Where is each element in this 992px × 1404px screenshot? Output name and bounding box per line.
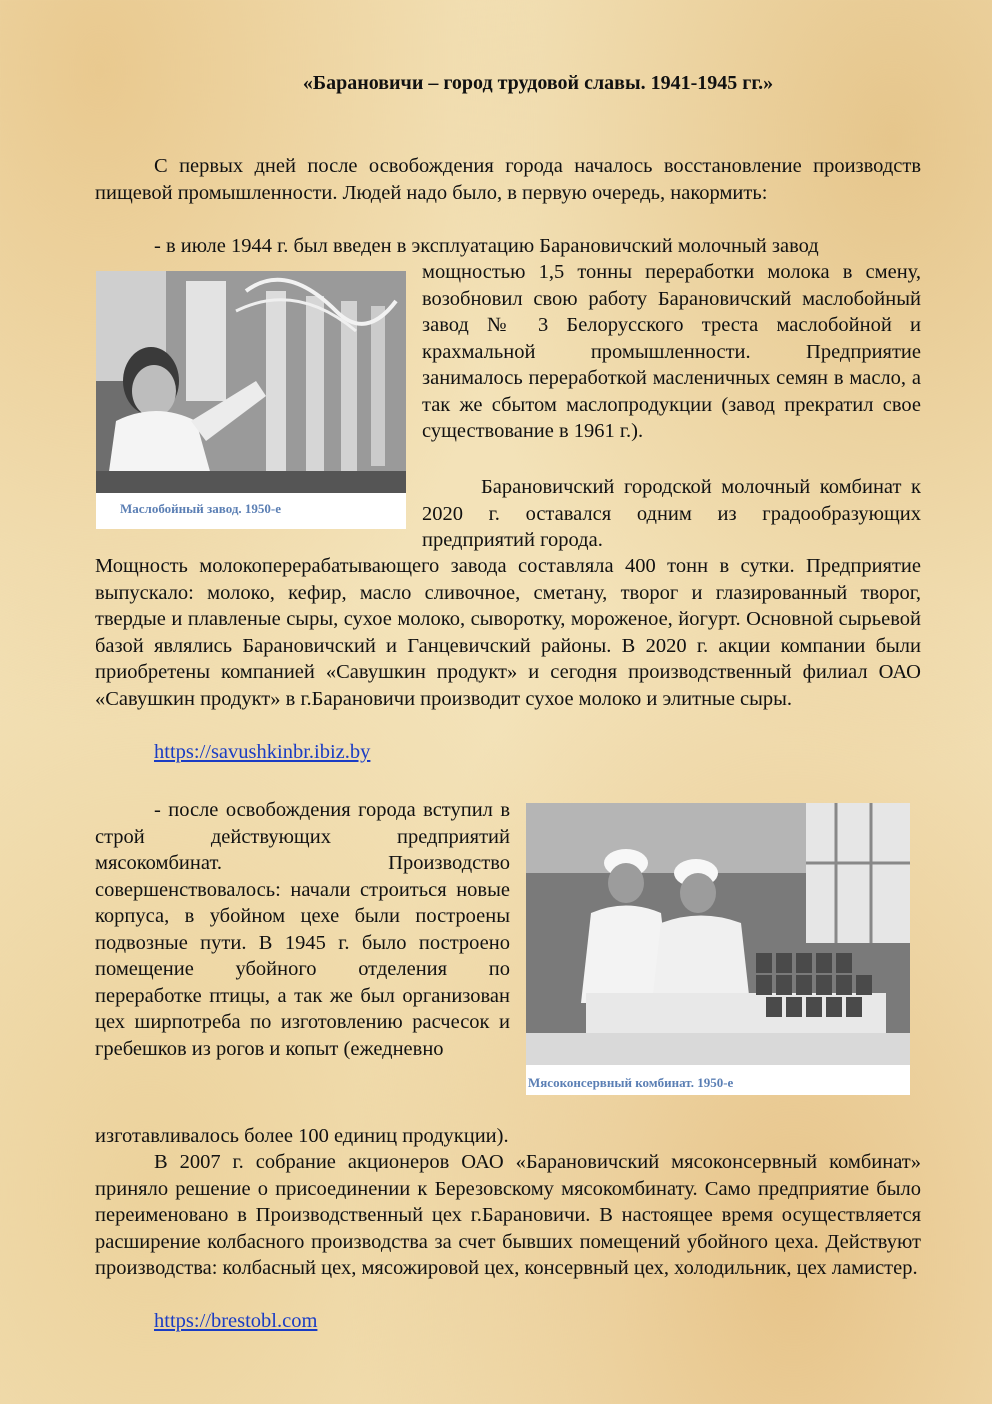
paragraph-dairy-first-line: - в июле 1944 г. был введен в эксплуатацию Барановичский молочный завод bbox=[154, 235, 819, 257]
meat-plant-photo-image bbox=[526, 803, 910, 1065]
link-savushkin[interactable]: https://savushkinbr.ibiz.by bbox=[154, 741, 371, 763]
paragraph-intro: С первых дней после освобождения города началось восстановление производств пищевой промышленности. Людей надо было, в первую очередь, накормить: bbox=[95, 155, 921, 204]
photo-oil-plant bbox=[96, 271, 406, 529]
photo-meat-plant-caption: Мясоконсервный комбинат. 1950-е bbox=[528, 1075, 734, 1090]
paragraph-milk-plant: Мощность молокоперерабатывающего завода составляла 400 тонн в сутки. Предприятие выпускало: молоко, кефир, масло сливочное, сметану, творог и глазированный творог, твердые и плавленые сыры, сухое молоко, сыворотку, мороженое, йогурт. Основной сырьевой базой являлись Барановичский и Ганцевичский районы. В 2020 г. акции компании были приобретены компанией «Савушкин продукт» и сегодня производственный филиал ОАО «Савушкин продукт» в г.Барановичи производит сухое молоко и элитные сыры. bbox=[95, 555, 921, 710]
page-title: «Барановичи – город трудовой славы. 1941-1945 гг.» bbox=[302, 72, 774, 94]
photo-meat-plant bbox=[526, 803, 910, 1095]
paragraph-milk-plant-side: Барановичский городской молочный комбинат к 2020 г. оставался одним из градообразующих предприятий города. bbox=[422, 476, 921, 551]
paragraph-meat-plant-side: - после освобождения города вступил в строй действующих предприятий мясокомбинат. Производство совершенствовалось: начали строиться новые корпуса, в убойном цехе были построены подвозные пути. В 1945 г. было построено помещение убойного отделения по переработке птицы, а так же был организован цех ширпотреба по изготовлению расчесок и гребешков из рогов и копыт (ежедневно bbox=[95, 799, 510, 1060]
photo-oil-plant-caption: Маслобойный завод. 1950-е bbox=[120, 501, 281, 516]
paragraph-meat-plant-2007: В 2007 г. собрание акционеров ОАО «Барановичский мясоконсервный комбинат» приняло решение о присоединении к Березовскому мясокомбинату. Само предприятие было переименовано в Производственный цех г.Барановичи. В настоящее время осуществляется расширение колбасного производства за счет бывших помещений убойного цеха. Действуют производства: колбасный цех, мясожировой цех, консервный цех, холодильник, цех ламистер. bbox=[95, 1151, 921, 1279]
paragraph-meat-plant-tail: изготавливалось более 100 единиц продукции). bbox=[95, 1125, 509, 1147]
oil-plant-photo-image bbox=[96, 271, 406, 493]
paragraph-dairy-rest: мощностью 1,5 тонны переработки молока в смену, возобновил свою работу Барановичский маслобойный завод № 3 Белорусского треста маслобойной и крахмальной промышленности. Предприятие занималось переработкой масленичных семян в масло, а так же сбытом маслопродукции (завод прекратил свое существование в 1961 г.). bbox=[422, 261, 921, 442]
link-brestobl[interactable]: https://brestobl.com bbox=[154, 1310, 318, 1332]
